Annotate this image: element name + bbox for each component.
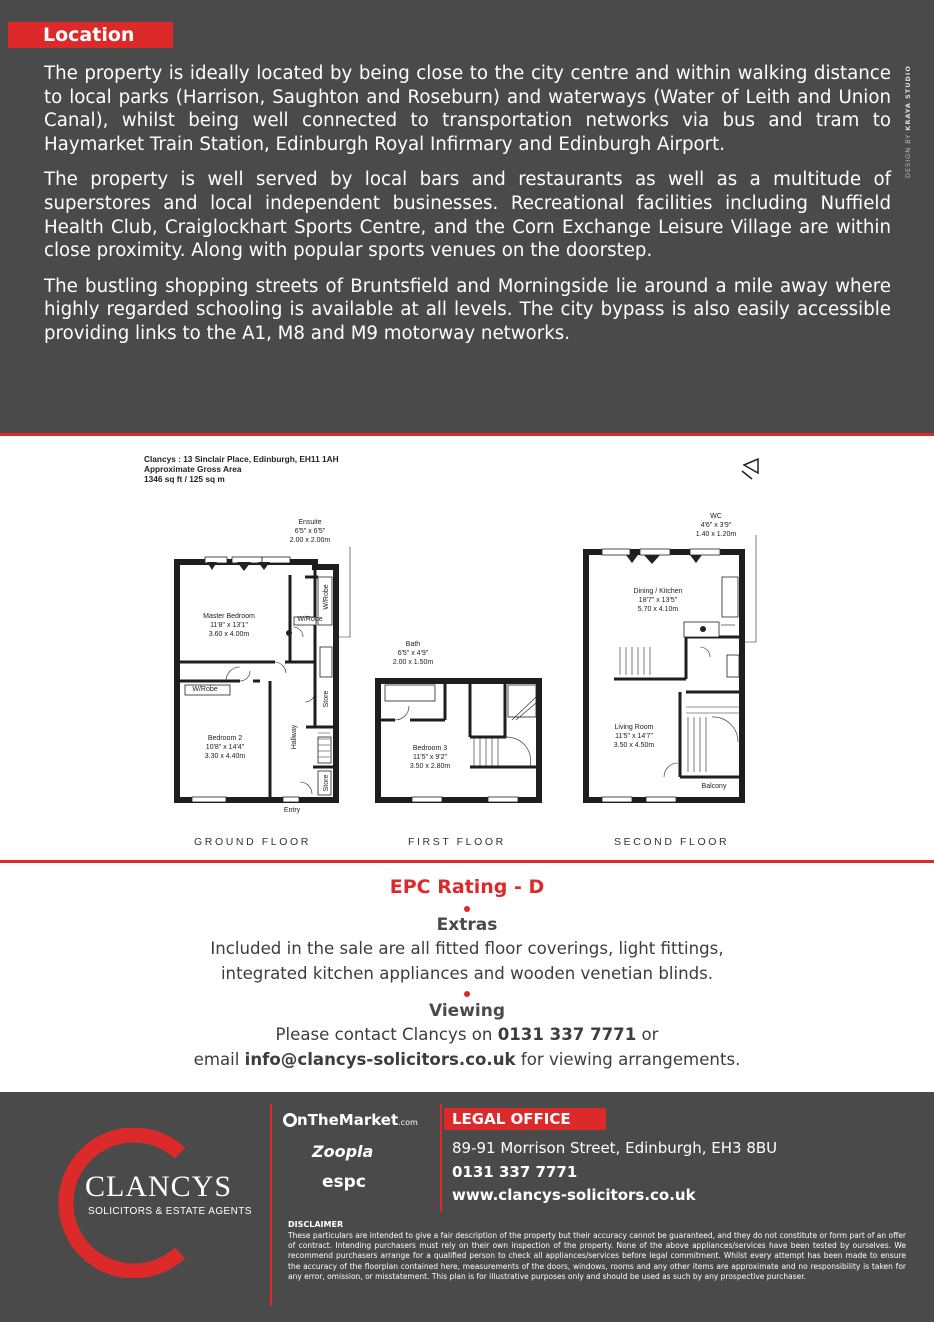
balcony-label: Balcony xyxy=(701,783,727,790)
floorplan xyxy=(0,437,934,861)
location-paragraph-2: The property is well served by local bars and restaurants as well as a multitude of superstores and local independent businesses. Recreational facilities including Nuffield Health Club, Craiglockhart Sports Centre, and the Corn Exchange Leisure Village are within close proximity. Along with popular sports venues on the doorstep. xyxy=(44,169,891,262)
wrobe-label-vertical: W/Robe xyxy=(323,584,330,610)
hallway-label: Hallway xyxy=(291,724,298,750)
extras-title: Extras xyxy=(436,915,498,935)
ground-floor-label: GROUND FLOOR xyxy=(194,836,311,848)
bedroom-2-metric: 3.30 x 4.40m xyxy=(204,753,246,760)
entry-label: Entry xyxy=(283,807,301,814)
wrobe-label-master: W/Robe xyxy=(297,616,323,623)
disclaimer-text: These particulars are intended to give a fair description of the property but their accuracy cannot be guaranteed, and they do not constitute or form part of an offer of contract. Intending purchasers must rely on their own inspection of the property. None of the above appliances/services have been tested by ourselves. We recommend purchasers arrange for a qualified person to check all appliances/services before legal commitment. Whilst every attempt has been made to ensure the accuracy of the floorplan contained here, measurements of the doors, windows, rooms and any other items are approximate and no responsibility is taken for any error, omission, or misstatement. This plan is for illustrative purposes only and should be used as such by any prospective purchaser. xyxy=(288,1231,906,1281)
divider-bottom xyxy=(0,860,934,863)
floorplan-address: Clancys : 13 Sinclair Place, Edinburgh, EH11 1AH xyxy=(144,454,339,464)
floorplan-area-value: 1346 sq ft / 125 sq m xyxy=(144,474,225,484)
viewing-email-link[interactable]: info@clancys-solicitors.co.uk xyxy=(244,1050,516,1069)
living-room-imperial: 11'5" x 14'7" xyxy=(615,733,653,740)
bath-metric: 2.00 x 1.50m xyxy=(392,659,434,666)
ensuite-name: Ensuite xyxy=(298,519,322,526)
legal-office-heading: LEGAL OFFICE xyxy=(444,1108,606,1130)
bullet-dot xyxy=(464,906,470,912)
ensuite-imperial: 6'5" x 6'5" xyxy=(294,528,326,535)
second-floor-label: SECOND FLOOR xyxy=(614,836,730,848)
compass-icon xyxy=(742,459,758,479)
design-credit-prefix: DESIGN BY xyxy=(904,133,912,178)
zoopla-logo[interactable]: Zoopla xyxy=(312,1142,374,1161)
wc-imperial: 4'6" x 3'9" xyxy=(700,522,732,529)
divider-top xyxy=(0,433,934,436)
viewing-pre: Please contact Clancys on xyxy=(275,1025,498,1044)
bedroom-3-metric: 3.50 x 2.80m xyxy=(409,763,451,770)
bedroom-3-imperial: 11'5" x 9'2" xyxy=(413,754,447,761)
office-website[interactable]: www.clancys-solicitors.co.uk xyxy=(452,1186,696,1204)
bath-imperial: 6'5" x 4'9" xyxy=(397,650,429,657)
viewing-title: Viewing xyxy=(428,1001,506,1021)
design-credit xyxy=(904,65,912,178)
viewing-text xyxy=(0,1022,934,1072)
ground-floor-plan xyxy=(177,519,350,814)
footer-divider-2 xyxy=(440,1104,442,1212)
living-room-name: Living Room xyxy=(614,724,654,731)
design-credit-name: KRAYA STUDIO xyxy=(904,65,912,131)
viewing-post: for viewing arrangements. xyxy=(515,1050,741,1069)
epc-rating: EPC Rating - D xyxy=(389,876,545,898)
onthemarket-suffix: .com xyxy=(398,1118,418,1127)
first-floor-plan xyxy=(378,641,539,802)
first-floor-room-labels xyxy=(393,641,451,770)
extras-line-2: integrated kitchen appliances and wooden venetian blinds. xyxy=(220,964,714,983)
floorplan-drawing xyxy=(0,437,934,861)
extras-text xyxy=(0,936,934,986)
store-label-lower: Store xyxy=(323,774,330,792)
viewing-mid: or xyxy=(636,1025,659,1044)
location-text xyxy=(44,62,891,358)
bedroom-3-name: Bedroom 3 xyxy=(412,745,448,752)
dining-kitchen-imperial: 18'7" x 13'5" xyxy=(638,597,678,604)
disclaimer-title: DISCLAIMER xyxy=(288,1220,344,1229)
office-phone[interactable]: 0131 337 7771 xyxy=(452,1163,578,1181)
bullet-dot xyxy=(464,991,470,997)
location-section xyxy=(0,0,934,434)
location-paragraph-3: The bustling shopping streets of Bruntsfield and Morningside lie around a mile away where highly regarded schooling is available at all levels. The city bypass is also easily accessible providing links to the A1, M8 and M9 motorway networks. xyxy=(44,275,891,344)
location-heading: Location xyxy=(8,22,173,48)
logo-subtitle: SOLICITORS & ESTATE AGENTS xyxy=(88,1206,252,1217)
wc-name: WC xyxy=(710,513,722,520)
extras-line-1: Included in the sale are all fitted floor coverings, light fittings, xyxy=(210,939,724,958)
footer-divider-1 xyxy=(270,1104,272,1306)
master-bedroom-imperial: 11'8" x 13'1" xyxy=(210,622,248,629)
onthemarket-main: TheMarket xyxy=(307,1111,399,1129)
dining-kitchen-name: Dining / Kitchen xyxy=(633,588,683,595)
location-paragraph-1: The property is ideally located by being close to the city centre and within walking distance to local parks (Harrison, Saughton and Roseburn) and waterways (Water of Leith and Union Canal), whilst being well connected to transportation networks via bus and tram to Haymarket Train Station, Edinburgh Royal Infirmary and Edinburgh Airport. xyxy=(44,63,891,155)
clancys-logo[interactable] xyxy=(30,1128,260,1278)
master-bedroom-name: Master Bedroom xyxy=(203,613,255,620)
bedroom-2-imperial: 10'8" x 14'4" xyxy=(205,744,245,751)
onthemarket-logo[interactable] xyxy=(283,1111,418,1129)
footer xyxy=(0,1092,934,1322)
dining-kitchen-metric: 5.70 x 4.10m xyxy=(637,606,679,613)
floorplan-area-label: Approximate Gross Area xyxy=(144,464,242,474)
living-room-metric: 3.50 x 4.50m xyxy=(613,742,655,749)
onthemarket-pin-icon xyxy=(283,1113,297,1127)
viewing-phone-link[interactable]: 0131 337 7771 xyxy=(497,1025,637,1044)
onthemarket-prefix: n xyxy=(297,1111,308,1129)
espc-logo[interactable]: espc xyxy=(322,1172,366,1192)
second-floor-plan xyxy=(586,513,756,802)
store-label-upper: Store xyxy=(323,690,330,708)
office-address: 89-91 Morrison Street, Edinburgh, EH3 8BU xyxy=(452,1139,778,1157)
wc-metric: 1.40 x 1.20m xyxy=(695,531,737,538)
first-floor-label: FIRST FLOOR xyxy=(408,836,506,848)
wrobe-label-bedroom2: W/Robe xyxy=(192,686,218,693)
master-bedroom-metric: 3.60 x 4.00m xyxy=(208,631,250,638)
ensuite-metric: 2.00 x 2.00m xyxy=(289,537,331,544)
bedroom-2-name: Bedroom 2 xyxy=(207,735,243,742)
logo-wordmark: CLANCYS xyxy=(85,1170,233,1203)
bath-name: Bath xyxy=(405,641,421,648)
viewing-email-pre: email xyxy=(193,1050,245,1069)
